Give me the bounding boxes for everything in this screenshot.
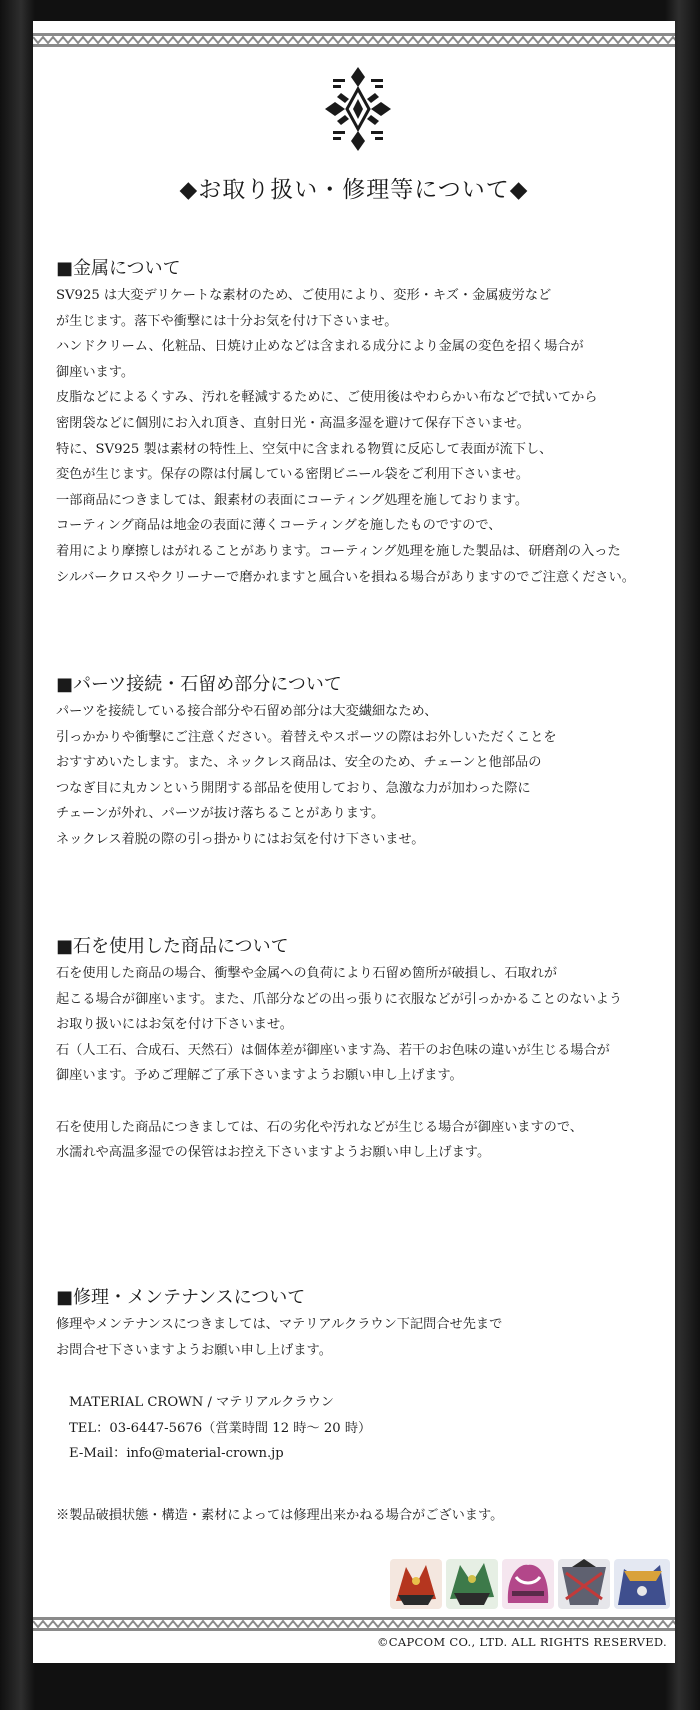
monster-icon-green <box>446 1559 498 1609</box>
top-zigzag-border <box>33 33 675 47</box>
body-line: パーツを接続している接合部分や石留め部分は大変繊細なため、 <box>56 704 438 719</box>
section-title-metal: ■金属について <box>56 258 181 279</box>
body-line: 一部商品につきましては、銀素材の表面にコーティング処理を施しております。 <box>56 492 529 508</box>
body-line: 石（人工石、合成石、天然石）は個体差が御座います為、若干のお色味の違いが生じる場合が <box>56 1042 610 1058</box>
body-line: 特に、SV925 製は素材の特性上、空気中に含まれる物質に反応して表面が流下し、 <box>56 441 553 457</box>
copyright-text: ©CAPCOM CO., LTD. ALL RIGHTS RESERVED. <box>376 1635 667 1649</box>
contact-block <box>69 1390 679 1467</box>
body-line: 皮脂などによるくすみ、汚れを軽減するために、ご使用後はやわらかい布などで拭いてから <box>56 390 598 406</box>
section-title-stones: ■石を使用した商品について <box>56 936 289 957</box>
repair-note <box>56 1503 666 1529</box>
section-body-stones <box>56 961 666 1166</box>
body-line: 変色が生じます。保存の際は付属している密閉ビニール袋をご利用下さいませ。 <box>56 467 530 483</box>
body-line: ハンドクリーム、化粧品、日焼け止めなどは含まれる成分により金属の変色を招く場合が <box>56 339 584 355</box>
monster-icon-blue <box>614 1559 670 1609</box>
body-line: チェーンが外れ、パーツが抜け落ちることがあります。 <box>56 806 385 822</box>
section-title-repair: ■修理・メンテナンスについて <box>56 1287 306 1308</box>
page-heading: ◆お取り扱い・修理等について◆ <box>179 177 529 203</box>
contact-tel: TEL：03-6447-5676（営業時間 12 時〜 20 時） <box>69 1420 372 1436</box>
content-panel <box>33 21 675 1663</box>
monster-icons-row <box>388 1555 673 1613</box>
body-line: ネックレス着脱の際の引っ掛かりにはお気を付け下さいませ。 <box>56 831 425 847</box>
body-line: 密閉袋などに個別にお入れ頂き、直射日光・高温多湿を避けて保存下さいませ。 <box>56 415 530 431</box>
body-line: シルバークロスやクリーナーで磨かれますと風合いを損ねる場合がありますのでご注意ください。 <box>56 569 635 585</box>
body-line: コーティング商品は地金の表面に薄くコーティングを施したものですので、 <box>56 518 502 534</box>
body-line: お取り扱いにはお気を付け下さいませ。 <box>56 1017 293 1033</box>
emblem-icon <box>323 65 393 153</box>
body-line: 起こる場合が御座います。また、爪部分などの出っ張りに衣服などが引っかかることのないよう <box>56 991 623 1007</box>
body-line: 石を使用した商品につきましては、石の劣化や汚れなどが生じる場合が御座いますので、 <box>56 1119 583 1135</box>
note-line: ※製品破損状態・構造・素材によっては修理出来かねる場合がございます。 <box>56 1508 504 1523</box>
body-line: 着用により摩擦しはがれることがあります。コーティング処理を施した製品は、研磨剤の入った <box>56 543 621 559</box>
body-line: 水濡れや高温多湿での保管はお控え下さいますようお願い申し上げます。 <box>56 1145 491 1161</box>
contact-company: MATERIAL CROWN / マテリアルクラウン <box>69 1395 334 1410</box>
body-line: おすすめいたします。また、ネックレス商品は、安全のため、チェーンと他部品の <box>56 755 542 771</box>
body-line: お問合せ下さいますようお願い申し上げます。 <box>56 1342 332 1358</box>
body-line: 修理やメンテナンスにつきましては、マテリアルクラウン下記問合せ先まで <box>56 1317 503 1332</box>
body-line <box>56 1089 666 1115</box>
section-body-parts <box>56 699 666 853</box>
section-body-metal <box>56 283 666 590</box>
body-line: 石を使用した商品の場合、衝撃や金属への負荷により石留め箇所が破損し、石取れが <box>56 966 558 981</box>
monster-icon-red <box>390 1559 442 1609</box>
bottom-zigzag-border <box>33 1617 675 1631</box>
body-line: SV925 は大変デリケートな素材のため、ご使用により、変形・キズ・金属疲労など <box>56 288 552 303</box>
body-line: 引っかかりや衝撃にご注意ください。着替えやスポーツの際はお外しいただくことを <box>56 729 557 745</box>
contact-email: E-Mail：info@material-crown.jp <box>69 1446 284 1462</box>
monster-icon-pink <box>502 1559 554 1609</box>
section-body-repair <box>56 1312 666 1363</box>
body-line: 御座います。 <box>56 364 135 380</box>
monster-icon-grey <box>558 1559 610 1609</box>
body-line: が生じます。落下や衝撃には十分お気を付け下さいませ。 <box>56 313 398 329</box>
body-line: 御座います。予めご理解ご了承下さいますようお願い申し上げます。 <box>56 1068 463 1084</box>
section-title-parts: ■パーツ接続・石留め部分について <box>56 674 342 695</box>
body-line: つなぎ目に丸カンという開閉する部品を使用しており、急激な力が加わった際に <box>56 780 531 796</box>
